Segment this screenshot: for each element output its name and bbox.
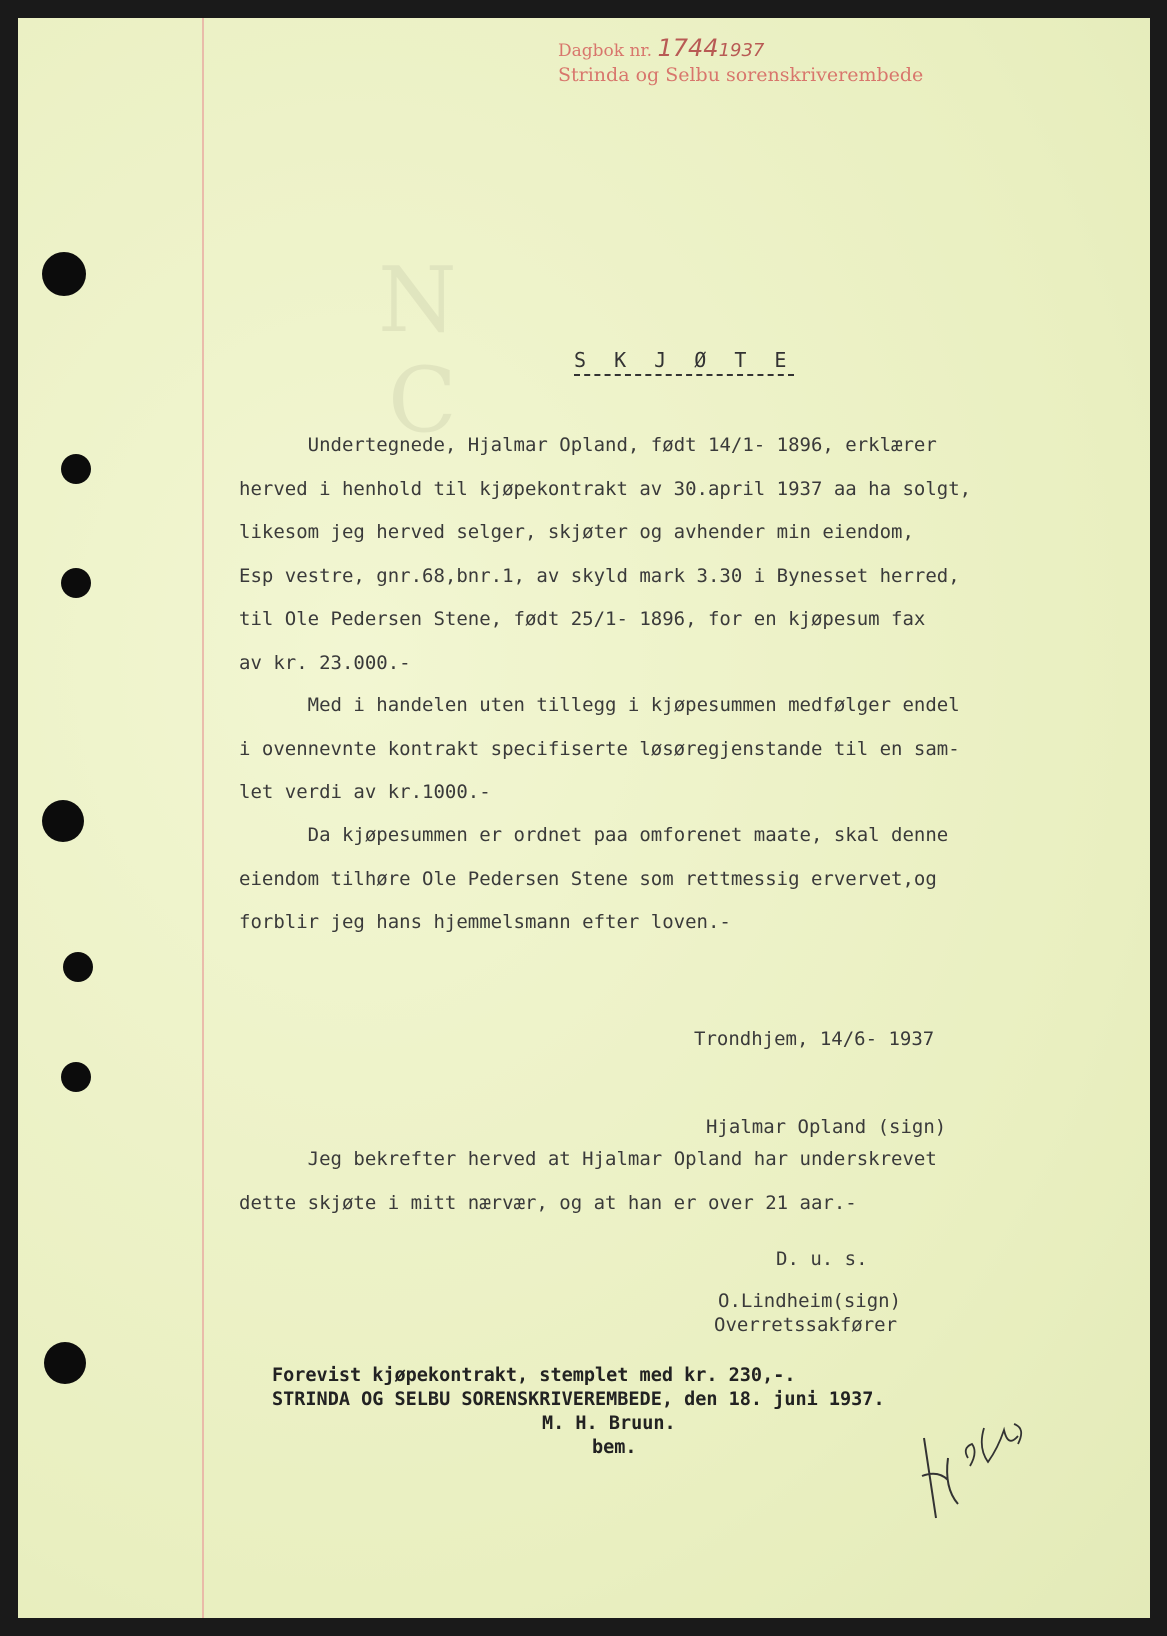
punch-hole <box>61 568 91 598</box>
paragraph-ownership: Da kjøpesummen er ordnet paa omforenet maate, skal denne eiendom tilhøre Ole Pedersen Stene som rettmessig ervervet,og forblir jeg hans hjemmelsmann efter loven.- <box>239 824 949 933</box>
registration-line-2: STRINDA OG SELBU SORENSKRIVEREMBEDE, den 18. juni 1937. <box>272 1389 885 1410</box>
document-title: S K J Ø T E <box>574 348 794 376</box>
bleed-through-mark: N <box>378 248 457 353</box>
punch-hole <box>63 952 93 982</box>
margin-line <box>202 18 204 1618</box>
registration-line-4: bem. <box>592 1437 637 1458</box>
registration-line-3: M. H. Bruun. <box>542 1413 676 1434</box>
punch-hole <box>44 1342 86 1384</box>
document-page <box>18 18 1150 1618</box>
paragraph-sale: Undertegnede, Hjalmar Opland, født 14/1- 1896, erklærer herved i henhold til kjøpekontrakt av 30.april 1937 aa ha solgt, likesom jeg herved selger, skjøter og avhender min eiendom, Esp vestre, gnr.68,bnr.1, av skyld mark 3.30 i Bynesset herred, til Ole Pedersen Stene, født 25/1- 1896, for en kjøpesum fax av kr. 23.000.- <box>239 434 972 674</box>
stamp-office: Strinda og Selbu sorenskriverembede <box>558 64 924 86</box>
place-date: Trondhjem, 14/6- 1937 <box>694 1028 935 1050</box>
stamp-year: 1937 <box>718 40 765 61</box>
stamp-prefix: Dagbok nr. <box>558 41 653 61</box>
witness-signature: O.Lindheim(sign) <box>718 1290 902 1312</box>
registry-stamp <box>558 36 923 87</box>
punch-hole <box>42 252 86 296</box>
stamp-number: 1744 <box>657 34 719 62</box>
punch-hole <box>61 454 91 484</box>
registration-line-1: Forevist kjøpekontrakt, stemplet med kr. 230,-. <box>272 1365 796 1386</box>
punch-hole <box>61 1062 91 1092</box>
dus-closing: D. u. s. <box>776 1248 868 1270</box>
witness-paragraph: Jeg bekrefter herved at Hjalmar Opland har underskrevet dette skjøte i mitt nærvær, og at han er over 21 aar.- <box>239 1148 937 1214</box>
punch-hole <box>42 800 84 842</box>
seller-signature: Hjalmar Opland (sign) <box>706 1116 947 1138</box>
paragraph-chattels: Med i handelen uten tillegg i kjøpesummen medfølger endel i ovennevnte kontrakt specifiserte løsøregjenstande til en sam- let verdi av kr.1000.- <box>239 694 960 803</box>
witness-title: Overretssakfører <box>714 1314 898 1336</box>
handwritten-initials-icon <box>918 1418 1048 1528</box>
bleed-through-mark: C <box>388 348 457 453</box>
registration-note <box>272 1364 885 1460</box>
